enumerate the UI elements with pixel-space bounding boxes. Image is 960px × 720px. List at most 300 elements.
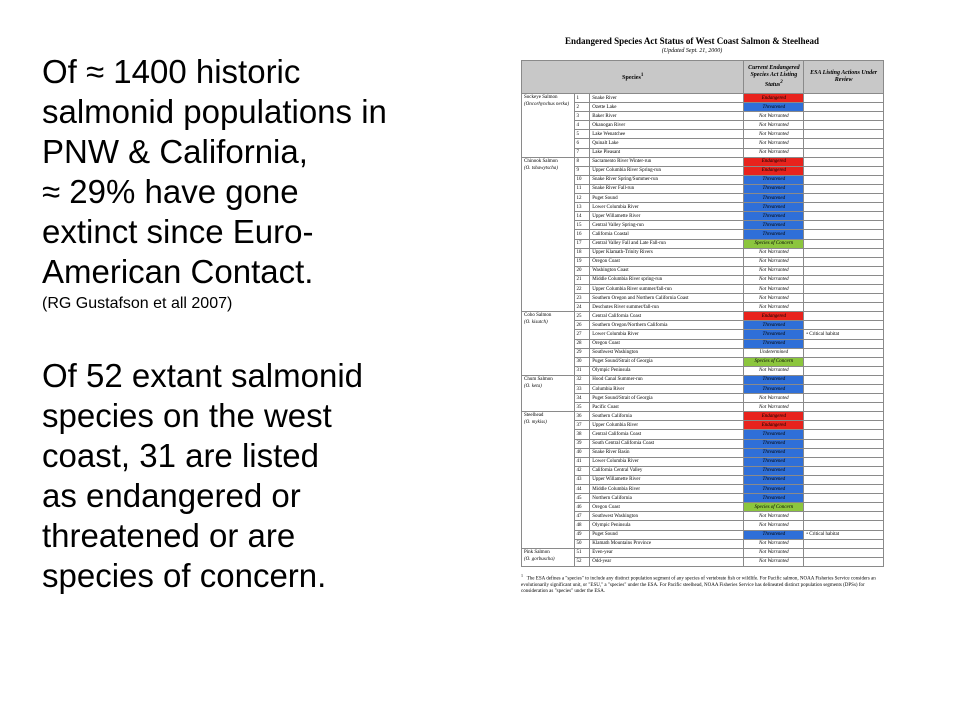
population-name: California Central Valley: [590, 466, 744, 475]
population-number: 27: [574, 330, 590, 339]
population-name: Central Valley Fall and Late Fall-run: [590, 239, 744, 248]
population-number: 52: [574, 557, 590, 566]
population-name: Central California Coast: [590, 312, 744, 321]
population-name: Snake River Spring/Summer-run: [590, 175, 744, 184]
table-row: [522, 394, 884, 403]
text-line: extinct since Euro-: [42, 213, 314, 250]
table-row: [522, 103, 884, 112]
table-row: [522, 294, 884, 303]
listing-status: Not Warranted: [744, 112, 804, 121]
population-number: 25: [574, 312, 590, 321]
population-name: Lower Columbia River: [590, 457, 744, 466]
actions-header: ESA Listing Actions Under Review: [804, 61, 884, 94]
listing-action: [804, 139, 884, 148]
table-row: [522, 475, 884, 484]
listing-status: Not Warranted: [744, 539, 804, 548]
population-number: 42: [574, 466, 590, 475]
population-number: 47: [574, 512, 590, 521]
table-row: [522, 157, 884, 166]
listing-action: [804, 375, 884, 384]
table-row: [522, 312, 884, 321]
species-scientific-name: (O. keta): [524, 383, 542, 389]
listing-action: [804, 421, 884, 430]
population-name: Upper Columbia River Spring-run: [590, 166, 744, 175]
listing-action: [804, 166, 884, 175]
listing-status: Endangered: [744, 94, 804, 103]
population-name: Deschutes River summer/fall-run: [590, 303, 744, 312]
listing-status: Not Warranted: [744, 275, 804, 284]
listing-status: Threatened: [744, 457, 804, 466]
table-row: [522, 348, 884, 357]
listing-action: [804, 448, 884, 457]
listing-action: [804, 175, 884, 184]
population-name: Central Valley Spring-run: [590, 221, 744, 230]
table-row: [522, 221, 884, 230]
population-name: Northern California: [590, 494, 744, 503]
species-group-cell: [522, 548, 575, 566]
listing-action: [804, 112, 884, 121]
population-number: 48: [574, 521, 590, 530]
population-name: Columbia River: [590, 385, 744, 394]
table-row: [522, 130, 884, 139]
population-name: Middle Columbia River: [590, 485, 744, 494]
population-number: 4: [574, 121, 590, 130]
listing-action: [804, 521, 884, 530]
listing-status: Not Warranted: [744, 257, 804, 266]
listing-status: Threatened: [744, 385, 804, 394]
population-name: Olympic Peninsula: [590, 366, 744, 375]
species-group-cell: [522, 94, 575, 158]
listing-status: Species of Concern: [744, 503, 804, 512]
table-row: [522, 121, 884, 130]
population-number: 5: [574, 130, 590, 139]
population-number: 44: [574, 485, 590, 494]
population-number: 29: [574, 348, 590, 357]
listing-action: [804, 485, 884, 494]
listing-status: Not Warranted: [744, 294, 804, 303]
species-group-name: Chum Salmon: [524, 376, 553, 382]
table-row: [522, 385, 884, 394]
listing-status: Not Warranted: [744, 121, 804, 130]
slide-text: [42, 52, 462, 596]
listing-action: [804, 121, 884, 130]
species-group-cell: [522, 157, 575, 312]
table-row: [522, 284, 884, 293]
listing-status: Threatened: [744, 375, 804, 384]
status-header: Current Endangered Species Act Listing Status$^2$: [744, 61, 804, 94]
listing-status: Not Warranted: [744, 130, 804, 139]
listing-status: Threatened: [744, 439, 804, 448]
listing-status: Threatened: [744, 466, 804, 475]
listing-status: Threatened: [744, 230, 804, 239]
population-name: Upper Willamette River: [590, 212, 744, 221]
table-row: [522, 357, 884, 366]
table-row: [522, 412, 884, 421]
text-line: species of concern.: [42, 557, 327, 594]
population-name: Lake Pleasant: [590, 148, 744, 157]
text-line: as endangered or: [42, 477, 301, 514]
population-name: Puget Sound: [590, 194, 744, 203]
text-line: Of ≈ 1400 historic: [42, 53, 301, 90]
listing-action: [804, 203, 884, 212]
population-name: Baker River: [590, 112, 744, 121]
population-number: 36: [574, 412, 590, 421]
listing-status: Threatened: [744, 321, 804, 330]
listing-action: [804, 130, 884, 139]
population-number: 3: [574, 112, 590, 121]
population-number: 46: [574, 503, 590, 512]
table-row: [522, 303, 884, 312]
listing-action: [804, 257, 884, 266]
listing-status: Threatened: [744, 194, 804, 203]
table-row: [522, 430, 884, 439]
listing-status: Not Warranted: [744, 148, 804, 157]
listing-status: Threatened: [744, 530, 804, 539]
species-group-name: Pink Salmon: [524, 549, 550, 555]
population-number: 21: [574, 275, 590, 284]
population-number: 22: [574, 284, 590, 293]
listing-action: [804, 312, 884, 321]
population-number: 7: [574, 148, 590, 157]
listing-action: [804, 248, 884, 257]
listing-status: Threatened: [744, 221, 804, 230]
population-name: Olympic Peninsula: [590, 521, 744, 530]
population-number: 43: [574, 475, 590, 484]
table-row: [522, 457, 884, 466]
population-number: 17: [574, 239, 590, 248]
population-number: 8: [574, 157, 590, 166]
population-number: 30: [574, 357, 590, 366]
listing-action: [804, 239, 884, 248]
listing-action: [804, 412, 884, 421]
population-number: 13: [574, 203, 590, 212]
population-name: Ozette Lake: [590, 103, 744, 112]
population-number: 50: [574, 539, 590, 548]
population-name: South Central California Coast: [590, 439, 744, 448]
table-row: [522, 439, 884, 448]
species-group-name: Coho Salmon: [524, 313, 552, 319]
population-name: Lower Columbia River: [590, 330, 744, 339]
population-name: Upper Columbia River summer/fall-run: [590, 284, 744, 293]
listing-action: • Critical habitat: [804, 330, 884, 339]
listing-action: [804, 366, 884, 375]
table-row: [522, 503, 884, 512]
table-row: [522, 403, 884, 412]
listing-action: [804, 303, 884, 312]
population-name: Middle Columbia River spring-run: [590, 275, 744, 284]
listing-status: Not Warranted: [744, 394, 804, 403]
population-name: Washington Coast: [590, 266, 744, 275]
population-number: 14: [574, 212, 590, 221]
listing-action: [804, 339, 884, 348]
listing-status: Species of Concern: [744, 239, 804, 248]
population-name: Snake River Fall-run: [590, 184, 744, 193]
listing-action: [804, 512, 884, 521]
text-line: coast, 31 are listed: [42, 437, 319, 474]
species-group-cell: [522, 375, 575, 411]
population-number: 32: [574, 375, 590, 384]
extant-species-paragraph: [42, 356, 462, 596]
population-number: 33: [574, 385, 590, 394]
population-name: Puget Sound: [590, 530, 744, 539]
population-number: 34: [574, 394, 590, 403]
text-line: Of 52 extant salmonid: [42, 357, 364, 394]
population-number: 51: [574, 548, 590, 557]
table-row: [522, 366, 884, 375]
species-scientific-name: (O. gorbuscha): [524, 556, 555, 562]
table-title: Endangered Species Act Status of West Coast Salmon & Steelhead: [565, 36, 819, 46]
listing-status: Threatened: [744, 475, 804, 484]
table-row: [522, 494, 884, 503]
listing-action: [804, 321, 884, 330]
listing-status: Endangered: [744, 166, 804, 175]
listing-status: Not Warranted: [744, 266, 804, 275]
species-group-cell: [522, 312, 575, 376]
table-row: [522, 539, 884, 548]
population-name: Lake Wenatchee: [590, 130, 744, 139]
species-group-cell: [522, 412, 575, 548]
species-scientific-name: (O. mykiss): [524, 420, 547, 426]
species-header: Species$^1$: [522, 61, 744, 94]
listing-status: Threatened: [744, 175, 804, 184]
text-line: salmonid populations in: [42, 93, 387, 130]
listing-status: Not Warranted: [744, 366, 804, 375]
listing-status: Threatened: [744, 203, 804, 212]
listing-action: [804, 148, 884, 157]
listing-action: [804, 157, 884, 166]
population-number: 28: [574, 339, 590, 348]
population-number: 39: [574, 439, 590, 448]
listing-action: [804, 212, 884, 221]
table-row: [522, 112, 884, 121]
listing-action: [804, 430, 884, 439]
listing-status: Threatened: [744, 448, 804, 457]
table-row: [522, 94, 884, 103]
population-number: 40: [574, 448, 590, 457]
population-number: 15: [574, 221, 590, 230]
population-name: Sacramento River Winter-run: [590, 157, 744, 166]
listing-status: Endangered: [744, 421, 804, 430]
population-name: California Coastal: [590, 230, 744, 239]
population-number: 24: [574, 303, 590, 312]
table-row: [522, 530, 884, 539]
table-row: [522, 148, 884, 157]
population-number: 41: [574, 457, 590, 466]
listing-status: Threatened: [744, 494, 804, 503]
listing-action: [804, 266, 884, 275]
table-row: [522, 139, 884, 148]
table-header-row: [522, 61, 884, 94]
listing-action: [804, 103, 884, 112]
species-scientific-name: (Oncorhynchus nerka): [524, 102, 570, 107]
population-name: Hood Canal Summer-run: [590, 375, 744, 384]
listing-action: [804, 539, 884, 548]
table-row: [522, 375, 884, 384]
esa-status-table-figure: [508, 36, 876, 595]
table-row: [522, 421, 884, 430]
population-name: Snake River: [590, 94, 744, 103]
population-name: Central California Coast: [590, 430, 744, 439]
table-row: [522, 339, 884, 348]
listing-status: Not Warranted: [744, 557, 804, 566]
table-row: [522, 557, 884, 566]
population-number: 11: [574, 184, 590, 193]
listing-status: Not Warranted: [744, 139, 804, 148]
text-line: species on the west: [42, 397, 332, 434]
listing-status: Threatened: [744, 212, 804, 221]
table-row: [522, 548, 884, 557]
listing-action: [804, 294, 884, 303]
population-number: 31: [574, 366, 590, 375]
listing-action: [804, 184, 884, 193]
listing-status: Threatened: [744, 430, 804, 439]
population-number: 2: [574, 103, 590, 112]
text-line: PNW & California,: [42, 133, 308, 170]
population-name: Pacific Coast: [590, 403, 744, 412]
listing-action: [804, 557, 884, 566]
population-number: 1: [574, 94, 590, 103]
historic-populations-paragraph: [42, 52, 462, 292]
population-name: Oregon Coast: [590, 503, 744, 512]
table-row: [522, 521, 884, 530]
text-line: American Contact.: [42, 253, 314, 290]
listing-status: Not Warranted: [744, 548, 804, 557]
listing-status: Threatened: [744, 184, 804, 193]
listing-status: Not Warranted: [744, 248, 804, 257]
population-number: 38: [574, 430, 590, 439]
population-number: 9: [574, 166, 590, 175]
listing-action: [804, 230, 884, 239]
table-row: [522, 184, 884, 193]
population-number: 10: [574, 175, 590, 184]
population-name: Upper Klamath-Trinity Rivers: [590, 248, 744, 257]
species-group-name: Chinook Salmon: [524, 158, 558, 164]
listing-action: [804, 503, 884, 512]
population-number: 20: [574, 266, 590, 275]
table-row: [522, 166, 884, 175]
citation: (RG Gustafson et all 2007): [42, 295, 233, 312]
esa-status-table: [521, 60, 884, 567]
population-name: Puget Sound/Strait of Georgia: [590, 394, 744, 403]
listing-status: Not Warranted: [744, 284, 804, 293]
table-row: [522, 239, 884, 248]
table-row: [522, 257, 884, 266]
population-name: Odd-year: [590, 557, 744, 566]
listing-status: Undetermined: [744, 348, 804, 357]
listing-action: [804, 475, 884, 484]
table-row: [522, 248, 884, 257]
listing-status: Endangered: [744, 157, 804, 166]
listing-status: Species of Concern: [744, 357, 804, 366]
population-name: Oregon Coast: [590, 339, 744, 348]
listing-action: [804, 385, 884, 394]
listing-status: Threatened: [744, 103, 804, 112]
listing-action: [804, 348, 884, 357]
listing-action: [804, 457, 884, 466]
species-group-name: Sockeye Salmon: [524, 95, 558, 100]
table-row: [522, 266, 884, 275]
population-name: Snake River Basin: [590, 448, 744, 457]
population-name: Southern Oregon/Northern California: [590, 321, 744, 330]
table-row: [522, 512, 884, 521]
table-row: [522, 212, 884, 221]
population-number: 37: [574, 421, 590, 430]
species-scientific-name: (O. tshawytscha): [524, 165, 558, 171]
table-row: [522, 194, 884, 203]
population-number: 18: [574, 248, 590, 257]
species-scientific-name: (O. kisutch): [524, 320, 548, 326]
listing-action: [804, 548, 884, 557]
population-name: Quinalt Lake: [590, 139, 744, 148]
population-name: Puget Sound/Strait of Georgia: [590, 357, 744, 366]
population-name: Upper Columbia River: [590, 421, 744, 430]
text-line: ≈ 29% have gone: [42, 173, 299, 210]
table-row: [522, 485, 884, 494]
table-row: [522, 330, 884, 339]
listing-status: Not Warranted: [744, 521, 804, 530]
population-name: Lower Columbia River: [590, 203, 744, 212]
listing-action: [804, 403, 884, 412]
listing-status: Endangered: [744, 312, 804, 321]
population-number: 35: [574, 403, 590, 412]
population-number: 45: [574, 494, 590, 503]
listing-action: [804, 466, 884, 475]
population-name: Even-year: [590, 548, 744, 557]
population-number: 26: [574, 321, 590, 330]
population-name: Southern California: [590, 412, 744, 421]
population-name: Southern Oregon and Northern California Coast: [590, 294, 744, 303]
listing-status: Threatened: [744, 339, 804, 348]
table-footnote: $^1$ The ESA defines a "species" to include any distinct population segment of any species of vertebrate fish or wildlife. For Pacific salmon, NOAA Fisheries Service considers an evolutionarily significant unit, or "ESU," a "species" under the ESA. For Pacific steelhead, NOAA Fisheries Service has delineated distinct population segments (DPSs) for consideration as "species" under the ESA.: [521, 572, 876, 594]
listing-action: • Critical habitat: [804, 530, 884, 539]
population-number: 16: [574, 230, 590, 239]
listing-action: [804, 221, 884, 230]
listing-status: Threatened: [744, 485, 804, 494]
population-name: Upper Willamette River: [590, 475, 744, 484]
table-subtitle: (Updated Sept. 21, 2000): [661, 48, 723, 54]
listing-status: Not Warranted: [744, 403, 804, 412]
table-row: [522, 448, 884, 457]
listing-status: Not Warranted: [744, 303, 804, 312]
listing-action: [804, 494, 884, 503]
population-number: 19: [574, 257, 590, 266]
listing-action: [804, 439, 884, 448]
listing-action: [804, 284, 884, 293]
listing-status: Threatened: [744, 330, 804, 339]
table-row: [522, 466, 884, 475]
listing-action: [804, 357, 884, 366]
population-name: Klamath Mountains Province: [590, 539, 744, 548]
population-name: Oregon Coast: [590, 257, 744, 266]
table-body: [522, 94, 884, 567]
listing-action: [804, 275, 884, 284]
population-number: 6: [574, 139, 590, 148]
text-line: threatened or are: [42, 517, 296, 554]
population-name: Southwest Washington: [590, 348, 744, 357]
population-number: 23: [574, 294, 590, 303]
table-row: [522, 275, 884, 284]
population-name: Okanogan River: [590, 121, 744, 130]
population-number: 12: [574, 194, 590, 203]
species-group-name: Steelhead: [524, 413, 544, 419]
table-row: [522, 175, 884, 184]
table-row: [522, 203, 884, 212]
listing-action: [804, 194, 884, 203]
population-name: Southwest Washington: [590, 512, 744, 521]
listing-action: [804, 94, 884, 103]
listing-status: Endangered: [744, 412, 804, 421]
table-row: [522, 321, 884, 330]
